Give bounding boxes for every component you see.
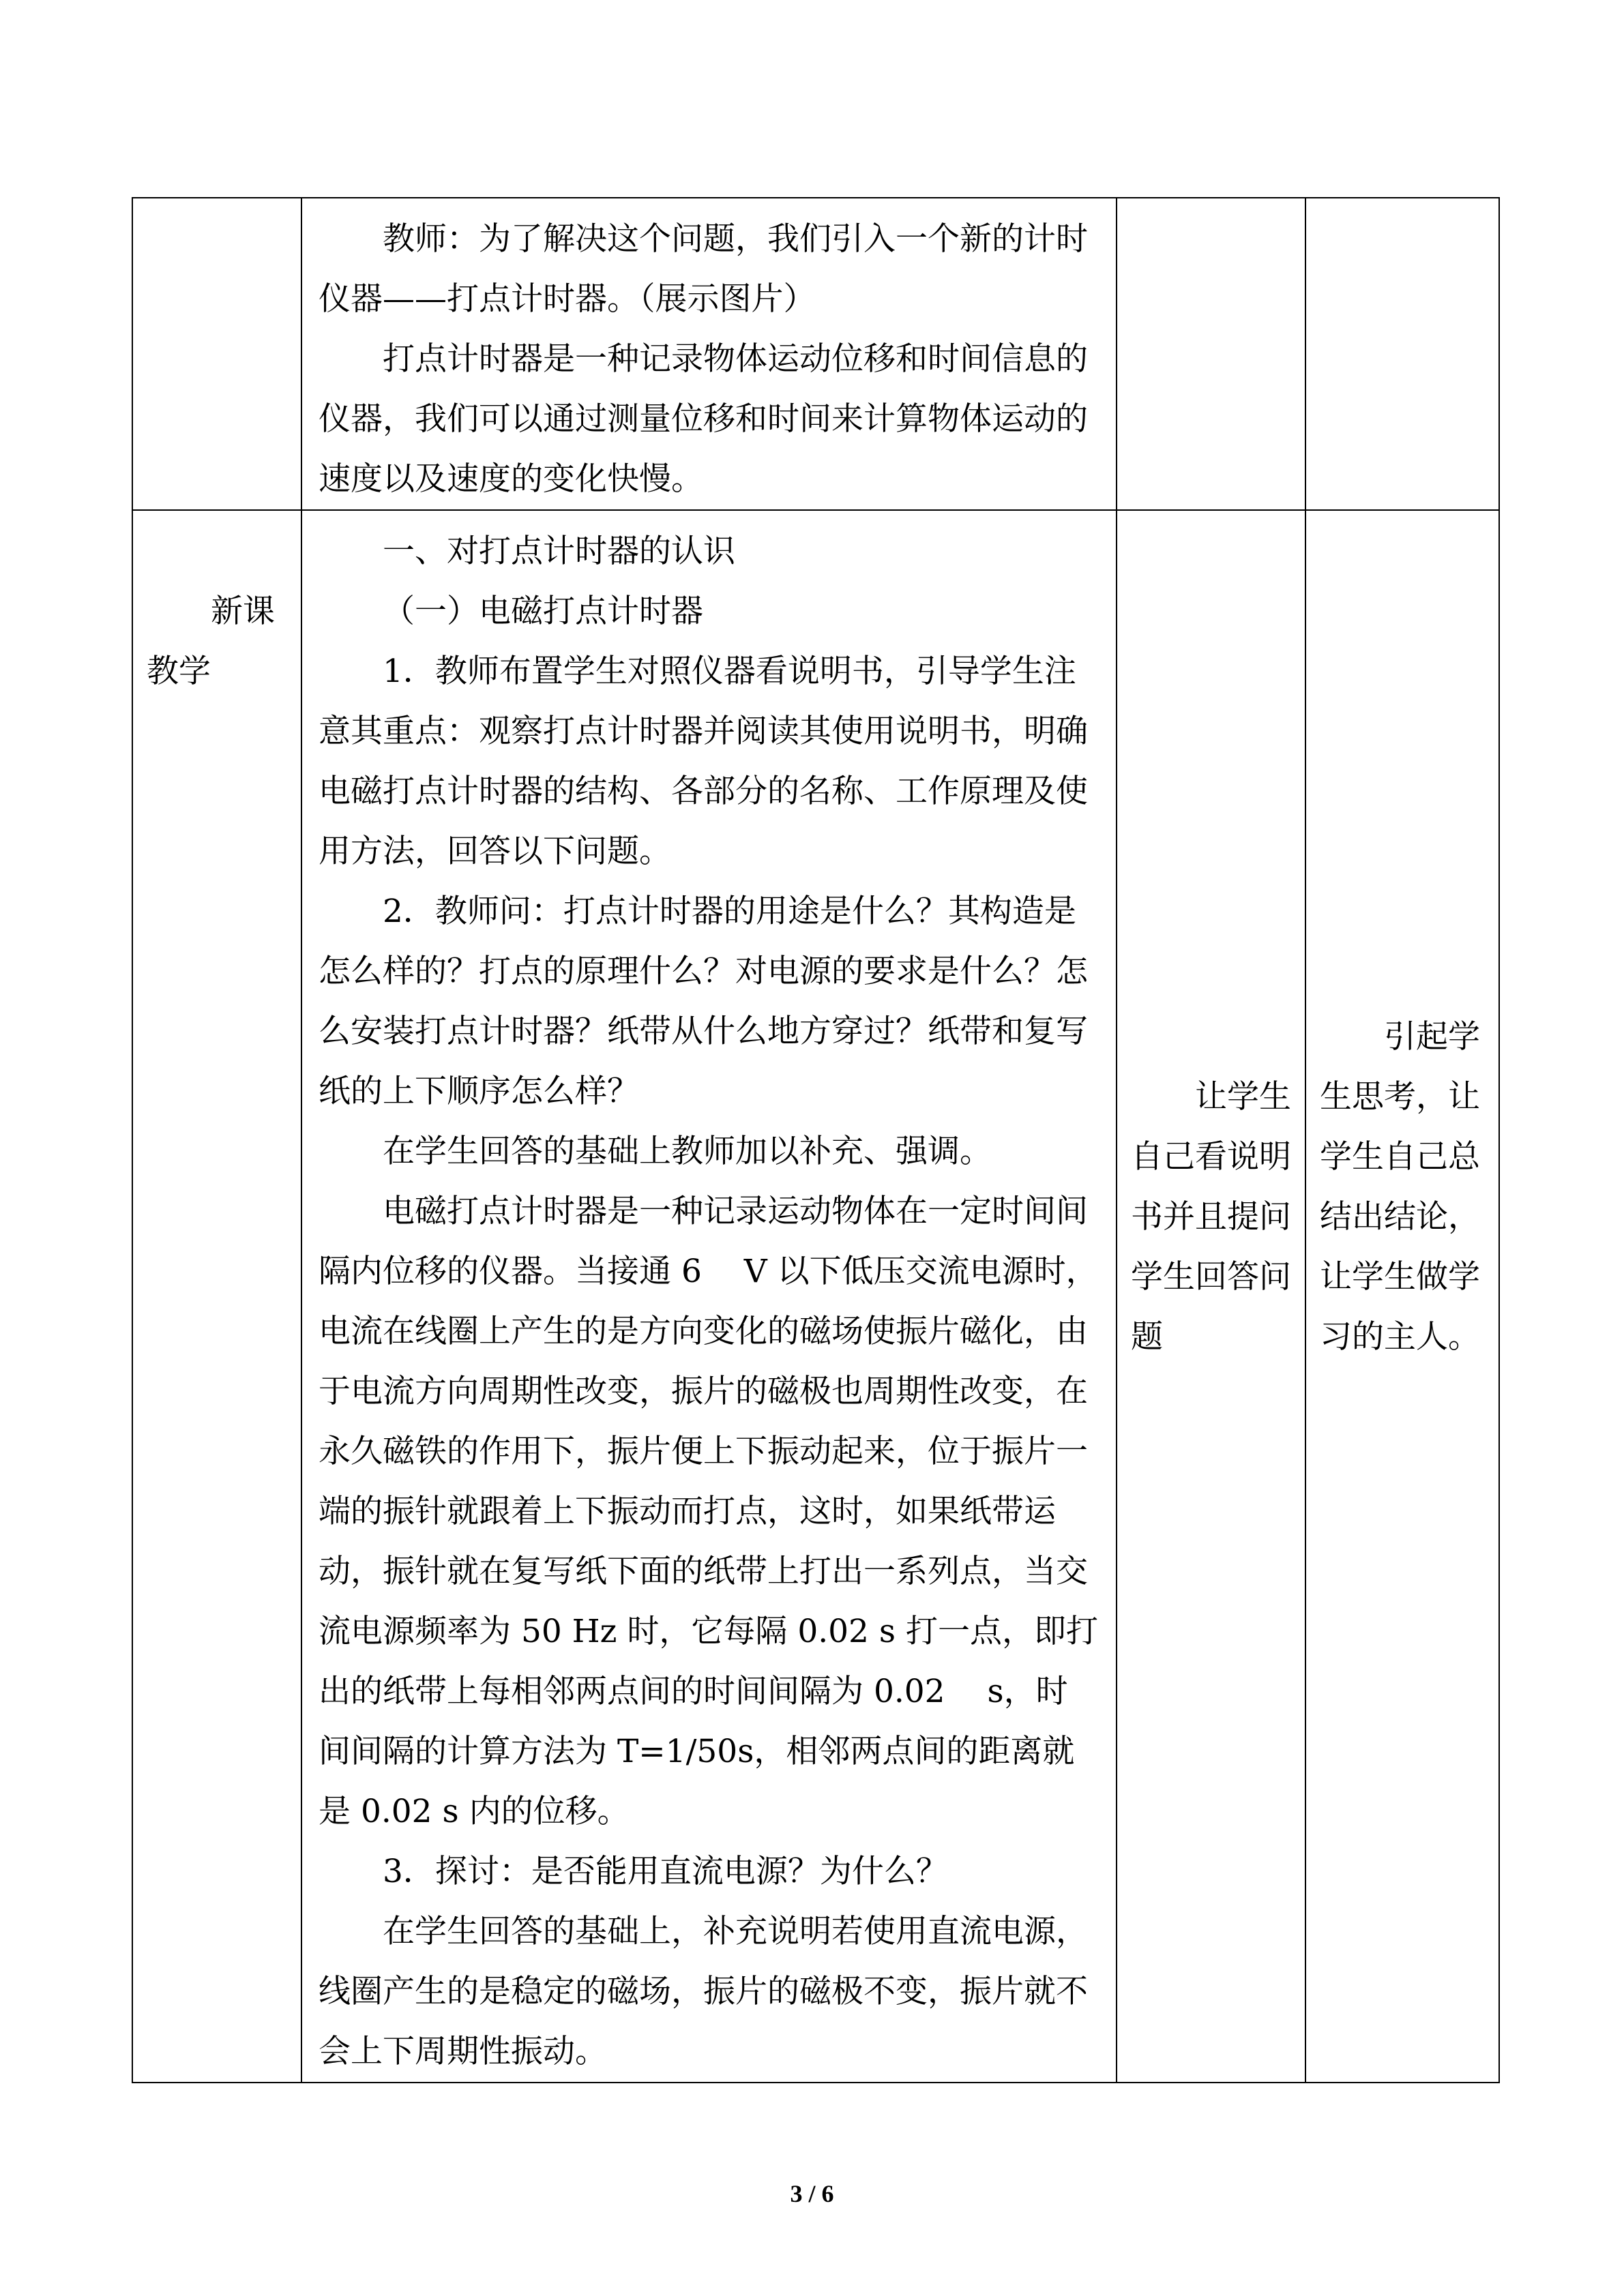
design-intent-text: 引起学生思考，让学生自己总结出结论，让学生做学习的主人。 [1320, 1018, 1480, 1356]
student-activity-cell [1117, 198, 1305, 510]
content-cell [301, 198, 1117, 510]
table-row [132, 510, 1499, 2083]
content-paragraph: 打点计时器是一种记录物体运动位移和时间信息的仪器，我们可以通过测量位移和时间来计算物体运动的速度以及速度的变化快慢。 [319, 340, 1088, 498]
subsection-heading: （一）电磁打点计时器 [383, 593, 703, 630]
lesson-plan-table [132, 197, 1500, 2083]
stage-label: 新课教学 [147, 593, 275, 690]
content-paragraph: 3．探讨：是否能用直流电源？为什么？ [383, 1853, 948, 1890]
page-number: 3 / 6 [790, 2180, 834, 2207]
stage-cell [132, 198, 301, 510]
design-intent-cell [1305, 510, 1499, 2083]
table-row [132, 198, 1499, 510]
section-heading: 一、对打点计时器的认识 [383, 533, 735, 570]
content-paragraph: 1．教师布置学生对照仪器看说明书，引导学生注意其重点：观察打点计时器并阅读其使用说明书，明确电磁打点计时器的结构、各部分的名称、工作原理及使用方法，回答以下问题。 [319, 653, 1088, 870]
content-paragraph: 在学生回答的基础上教师加以补充、强调。 [383, 1133, 992, 1170]
content-paragraph: 2．教师问：打点计时器的用途是什么？其构造是怎么样的？打点的原理什么？对电源的要求是什么？怎么安装打点计时器？纸带从什么地方穿过？纸带和复写纸的上下顺序怎么样？ [319, 893, 1088, 1110]
student-activity-cell [1117, 510, 1305, 2083]
design-intent-cell [1305, 198, 1499, 510]
stage-cell [132, 510, 301, 2083]
content-paragraph: 电磁打点计时器是一种记录运动物体在一定时间间隔内位移的仪器。当接通 6 V 以下低压交流电源时，电流在线圈上产生的是方向变化的磁场使振片磁化，由于电流方向周期性改变，振片的磁极也周期性改变，在永久磁铁的作用下，振片便上下振动起来，位于振片一端的振针就跟着上下振动而打点，这时，如果纸带运动，振针就在复写纸下面的纸带上打出一系列点，当交流电源频率为 50 Hz 时，它每隔 0.02 s 打一点，即打出的纸带上每相邻两点间的时间间隔为 0.02 s，时间间隔的计算方法为 T=1/50s，相邻两点间的距离就是 0.02 s 内的位移。 [319, 1193, 1098, 1830]
student-activity-text: 让学生自己看说明书并且提问学生回答问题 [1131, 1078, 1291, 1356]
content-paragraph: 教师：为了解决这个问题，我们引入一个新的计时仪器——打点计时器。（展示图片） [319, 220, 1088, 318]
content-cell [301, 510, 1117, 2083]
content-paragraph: 在学生回答的基础上，补充说明若使用直流电源，线圈产生的是稳定的磁场，振片的磁极不变，振片就不会上下周期性振动。 [319, 1913, 1088, 2070]
